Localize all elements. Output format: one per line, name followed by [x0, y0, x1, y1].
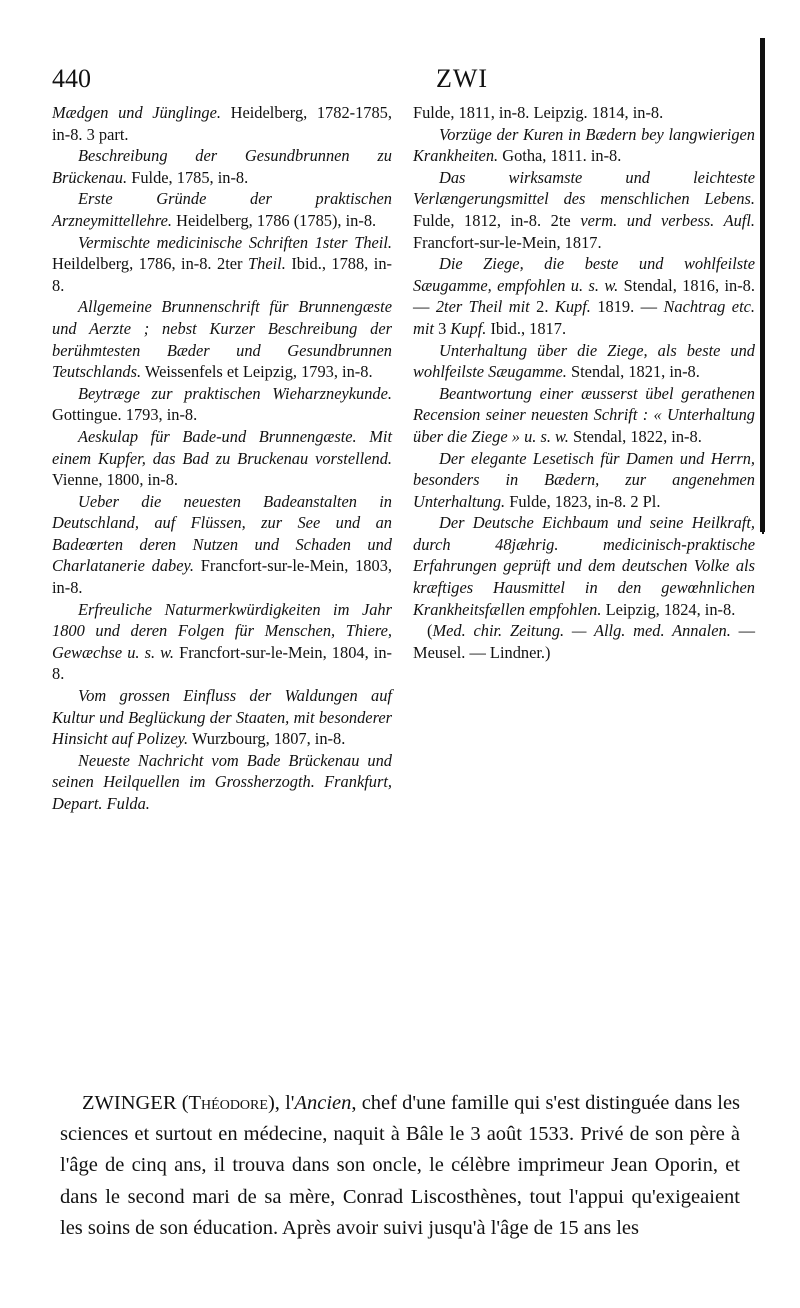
page-edge-bar: [760, 38, 765, 532]
bibliography-entry: Das wirksamste und leichteste Verlængerungsmittel des menschlichen Lebens. Fulde, 1812, in-8. 2te verm. und verbess. Aufl. Francfort-sur-le-Mein, 1817.: [413, 167, 755, 252]
page-number: 440: [52, 64, 91, 93]
bibliography-entry: Ueber die neuesten Badeanstalten in Deutschland, auf Flüssen, zur See und an Badeœrten deren Nutzen und Schaden und Charlatanerie dabey. Francfort-sur-le-Mein, 1803, in-8.: [52, 491, 392, 598]
bibliography-entry: Aeskulap für Bade-und Brunnengæste. Mit einem Kupfer, das Bad zu Bruckenau vorstellend. Vienne, 1800, in-8.: [52, 426, 392, 490]
bibliography-entry: Allgemeine Brunnenschrift für Brunnengæste und Aerzte ; nebst Kurzer Beschreibung der berühmtesten Bæder und Gesundbrunnen Teutschlands. Weissenfels et Leipzig, 1793, in-8.: [52, 297, 392, 382]
bibliography-entry: Unterhaltung über die Ziege, als beste und wohlfeilste Sæugamme. Stendal, 1821, in-8.: [413, 340, 755, 382]
bibliography-entry: Der Deutsche Eichbaum und seine Heilkraft, durch 48jæhrig. medicinisch-praktische Erfahrungen geprüft und dem deutschen Volke als kræftiges Hausmittel in den gewœhnlichen Krankheitsfællen empfohlen. Leipzig, 1824, in-8.: [413, 513, 755, 619]
biography-article: ZWINGER (Théodore), l'Ancien, chef d'une famille qui s'est distinguée dans les sciences et surtout en médecine, naquit à Bâle le 3 août 1533. Privé de son père à l'âge de cinq ans, il trouva dans son oncle, le célèbre imprimeur Jean Oporin, et dans le second mari de sa mère, Conrad Liscosthènes, tout l'appui qu'exigeaient les soins de son éducation. Après avoir suivi jusqu'à l'âge de 15 ans les: [60, 1092, 741, 1239]
bibliography-entry: Die Ziege, die beste und wohlfeilste Sæugamme, empfohlen u. s. w. Stendal, 1816, in-8. — 2ter Theil mit 2. Kupf. 1819. — Nachtrag etc. mit 3 Kupf. Ibid., 1817.: [413, 254, 755, 338]
bibliography-entry: Erste Gründe der praktischen Arzneymittellehre. Heidelberg, 1786 (1785), in-8.: [52, 189, 392, 230]
bibliography-entry: Beantwortung einer æusserst übel gerathenen Recension seiner neuesten Schrift : « Unterhaltung über die Ziege » u. s. w. Stendal, 1822, in-8.: [413, 383, 755, 446]
article-body: , chef d'une famille qui s'est distinguée dans les sciences et surtout en médecine, naquit à Bâle le 3 août 1533. Privé de son père à l'âge de cinq ans, il trouva dans son oncle, le célèbre imprimeur Jean Oporin, et dans le second mari de sa mère, Conrad Liscosthènes, tout l'appui qu'exigeaient les soins de son éducation. Après avoir suivi jusqu'à l'âge de 15 ans les: [60, 1092, 741, 1239]
article-given-name: Théodore: [188, 1092, 268, 1114]
article-epithet: Ancien: [294, 1092, 352, 1114]
bibliography-entry: Vermischte medicinische Schriften 1ster Theil. Heildelberg, 1786, in-8. 2ter Theil. Ibid., 1788, in-8.: [52, 232, 392, 295]
right-column: [413, 102, 755, 663]
bibliography-entry: Mædgen und Jünglinge. Heidelberg, 1782-1785, in-8. 3 part.: [52, 103, 392, 144]
bibliography-entry: Beschreibung der Gesundbrunnen zu Brückenau. Fulde, 1785, in-8.: [52, 146, 392, 187]
bibliography-entry: Neueste Nachricht vom Bade Brückenau und seinen Heilquellen im Grossherzogth. Frankfurt, Depart. Fulda.: [52, 750, 392, 813]
bibliography-entry: Vorzüge der Kuren in Bædern bey langwierigen Krankheiten. Gotha, 1811. in-8.: [413, 124, 755, 166]
running-head: ZWI: [436, 64, 489, 93]
bibliography-entry: Beytræge zur praktischen Wieharzneykunde. Gottingue. 1793, in-8.: [52, 383, 392, 425]
page-edge-tick: [762, 512, 764, 534]
left-column: [52, 102, 392, 815]
bibliography-entry: Erfreuliche Naturmerkwürdigkeiten im Jahr 1800 und deren Folgen für Menschen, Thiere, Gewæchse u. s. w. Francfort-sur-le-Mein, 1804, in-8.: [52, 599, 392, 684]
sources-reference: (Med. chir. Zeitung. — Allg. med. Annalen. — Meusel. — Lindner.): [413, 621, 755, 662]
bibliography-entry: Der elegante Lesetisch für Damen und Herrn, besonders in Bædern, zur angenehmen Unterhaltung. Fulde, 1823, in-8. 2 Pl.: [413, 448, 755, 511]
bibliography-entry: Fulde, 1811, in-8. Leipzig. 1814, in-8.: [413, 103, 664, 122]
bibliography-entry: Vom grossen Einfluss der Waldungen auf Kultur und Beglückung der Staaten, mit besonderer Hinsicht auf Polizey. Wurzbourg, 1807, in-8.: [52, 686, 392, 749]
page-header: [52, 64, 762, 104]
article-headword: ZWINGER: [82, 1092, 177, 1114]
